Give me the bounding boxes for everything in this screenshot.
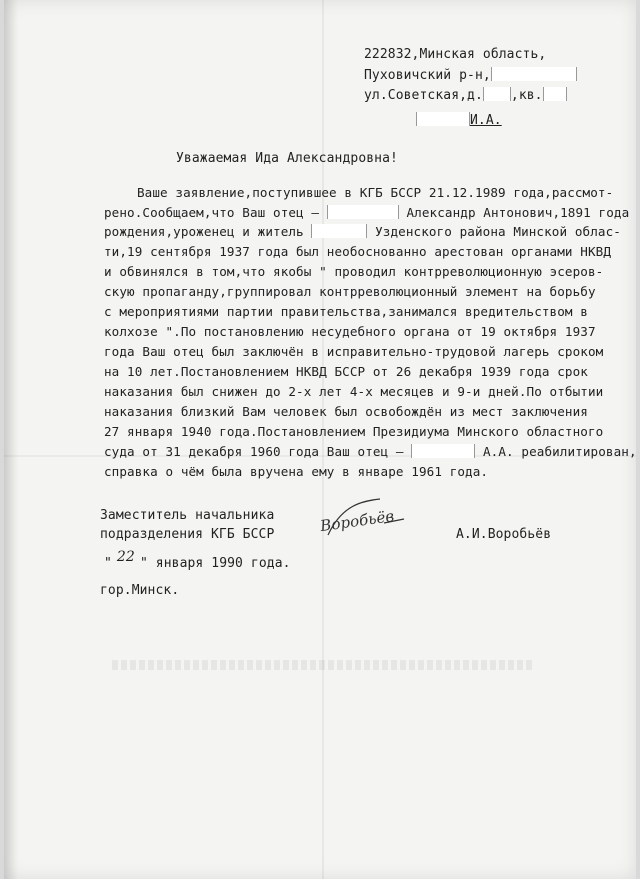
body-line-5: и обвинялся в том,что якобы " проводил контрреволюционную эсеров- — [104, 264, 604, 279]
body-line-3: рождения,уроженец и житель Узденского района Минской облас- — [104, 224, 621, 239]
body-line-13: 27 января 1940 года.Постановлением Президиума Минского областного — [104, 424, 604, 439]
address-line-1: 222832,Минская область, — [364, 47, 547, 62]
address-line-2: Пуховичский р-н, — [364, 67, 577, 83]
bleed-through-text — [112, 660, 532, 670]
body-line-4: ти,19 сентября 1937 года был необоснованно арестован органами НКВД — [104, 244, 612, 259]
body-line-7: с мероприятиями партии правительства,занимался вредительством в — [104, 304, 588, 319]
body-line-9: года Ваш отец был заключён в исправительно-трудовой лагерь сроком — [104, 344, 604, 359]
body-line-10: на 10 лет.Постановлением НКВД БССР от 26 декабря 1939 года срок — [104, 364, 588, 379]
fold-line-vertical — [322, 0, 324, 879]
body-line-11: наказания был снижен до 2-х лет 4-х месяцев и 9-и дней.По отбытии — [104, 384, 604, 399]
body-line-8: колхозе ".По постановлению несудебного органа от 19 октября 1937 — [104, 324, 596, 339]
redacted-apartment — [543, 87, 567, 101]
redacted-father-surname-2 — [411, 444, 475, 458]
redacted-father-surname — [327, 205, 399, 219]
redacted-birthplace — [311, 224, 367, 238]
handwritten-signature: Воробьёв — [319, 506, 396, 536]
body-line-12: наказания близкий Вам человек был освобождён из мест заключения — [104, 404, 588, 419]
signer-title-2: подразделения КГБ БССР — [100, 527, 275, 542]
redacted-surname — [416, 112, 470, 126]
document-place: гор.Минск. — [100, 583, 180, 598]
address-line-3: ул.Советская,д. ,кв. — [364, 87, 567, 103]
document-date: " 22 " января 1990 года. — [104, 549, 291, 571]
body-line-15: справка о чём была вручена ему в январе 1961 года. — [104, 464, 489, 479]
recipient-name: И.А. — [416, 112, 502, 128]
page-shadow — [4, 0, 18, 879]
salutation: Уважаемая Ида Александровна! — [176, 151, 398, 166]
body-line-2: рено.Сообщаем,что Ваш отец – Александр Антонович,1891 года — [104, 205, 630, 220]
body-line-6: скую пропаганду,группировал контрреволюционный элемент на борьбу — [104, 284, 596, 299]
body-line-1: Ваше заявление,поступившее в КГБ БССР 21.12.1989 года,рассмот- — [137, 185, 614, 200]
handwritten-day: 22 — [116, 549, 135, 565]
redacted-village — [491, 67, 577, 81]
body-line-14: суда от 31 декабря 1960 года Ваш отец – А.А. реабилитирован, — [104, 444, 637, 459]
signatory-name: А.И.Воробьёв — [456, 527, 552, 542]
signer-title-1: Заместитель начальника — [100, 508, 275, 523]
letter-page — [4, 0, 636, 879]
signature-flourish — [322, 495, 412, 543]
redacted-house-number — [483, 87, 511, 101]
